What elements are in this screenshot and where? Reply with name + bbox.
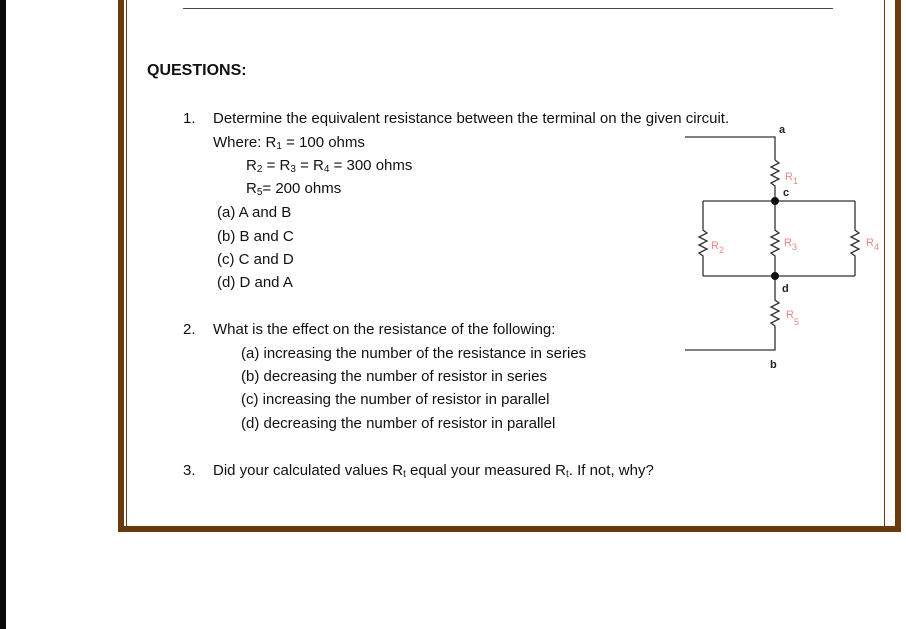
q1-option: (a) A and B	[217, 204, 292, 221]
q1-number: 1.	[183, 110, 196, 127]
q1-text: Determine the equivalent resistance between the terminal on the given circuit.	[213, 110, 730, 127]
q2-option: (b) decreasing the number of resistor in series	[241, 368, 547, 385]
node-c-label: c	[783, 187, 790, 199]
resistor-r5	[685, 276, 779, 350]
q1-option: (c) C and D	[217, 251, 294, 268]
r5-label: $R_5$	[786, 309, 799, 327]
node-c-dot	[771, 197, 779, 205]
q2-option: (c) increasing the number of resistor in parallel	[241, 391, 550, 408]
q2-option: (d) decreasing the number of resistor in parallel	[241, 415, 556, 432]
r2-label: $R_2$	[711, 240, 724, 255]
branch-r4	[851, 201, 859, 276]
q3-text: Did your calculated values $R_t$ equal your measured $R_t$. If not, why?	[213, 462, 654, 480]
q3-number: 3.	[183, 462, 196, 479]
q1-where-r234: $R_2 = R_3 = R_4 = 300$ ohms	[246, 157, 413, 175]
resistor-r1	[771, 160, 779, 201]
node-d-dot	[771, 272, 779, 280]
node-a-label: a	[779, 124, 786, 136]
q1-option: (d) D and A	[217, 274, 293, 291]
node-d-label: d	[782, 283, 789, 295]
q1-where-r1: Where: $R_1 = 100$ ohms	[213, 134, 365, 152]
questions-heading: QUESTIONS:	[147, 62, 247, 79]
branch-r2	[699, 201, 707, 276]
q1-where-r5: $R_5= 200$ ohms	[246, 180, 342, 198]
wire-a	[685, 137, 775, 160]
q2-number: 2.	[183, 321, 196, 338]
q2-text: What is the effect on the resistance of the following:	[213, 321, 556, 338]
branch-r3	[771, 201, 779, 276]
r3-label: $R_3$	[784, 237, 797, 252]
q1-option: (b) B and C	[217, 228, 294, 245]
r4-label: $R_4$	[866, 237, 879, 252]
q2-option: (a) increasing the number of the resistance in series	[241, 345, 587, 362]
r1-label: $R_1$	[785, 171, 798, 186]
node-b-label: b	[770, 359, 777, 371]
